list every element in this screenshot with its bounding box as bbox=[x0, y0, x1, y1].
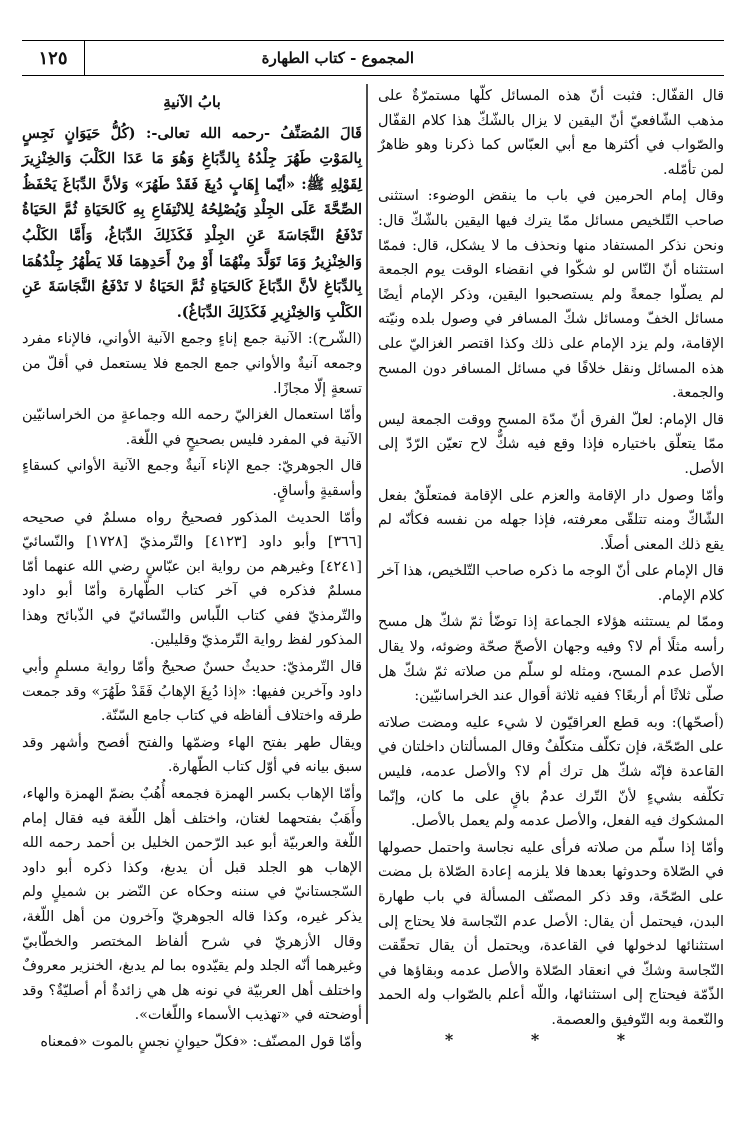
paragraph: وقال إمام الحرمين في باب ما ينقض الوضوء: استثنى صاحب التّلخيص مسائل ممّا يترك فيها اليقين بالشّكّ قال: ونحن نذكر المستفاد منها ونحذف ما لا يشكل، قال: فممّا استثناه أنّ النّاس لو شكّوا في انقضاء الوقت يوم الجمعة لم يصلّوا جمعةً ولم يستصحبوا اليقين، وذكر الإمام أيضًا مسائل الخفّ ومسائل شكّ المسافر في وصول بلده ونيّته الإقامة، ولم يزد الإمام على ذلك وكذا اقتصر الغزاليّ على هذه المسائل ونقل خلافًا في مسائل المسافر دون المسح والجمعة. bbox=[378, 188, 724, 402]
paragraph: قال القفّال: فثبت أنّ هذه المسائل كلّها مستمرّةٌ على مذهب الشّافعيّ أنّ اليقين لا يزال بالشّكّ هذا كلام القفّال والصّواب في أكثرها مع أبي العبّاس كما ذكرنا وهو ظاهرٌ لمن تأمّله. bbox=[378, 88, 724, 178]
paragraph: وأمّا إذا سلّم من صلاته فرأى عليه نجاسة واحتمل حصولها في الصّلاة وحدوثها بعدها فلا يلزمه إعادة الصّلاة بل مضت على الصّحّة، وقد ذكر المصنّف المسألة في باب طهارة البدن، فيحتمل أن يقال: الأصل عدم النّجاسة فلا يحتاج إلى استثنائها لدخولها في القاعدة، ويحتمل أن يقال تحقّقت النّجاسة وشكّ في انعقاد الصّلاة والأصل عدمه وبقاؤها في الذّمّة فيحتاج إلى استثنائها، واللّه أعلم بالصّواب وله الحمد والنّعمة وبه التّوفيق والعصمة. bbox=[378, 839, 724, 1028]
paragraph: وأمّا استعمال الغزاليّ رحمه الله وجماعةٍ من الخراسانيّين الآنية في المفرد فليس بصحيحٍ في اللّغة. bbox=[22, 407, 362, 448]
paragraph: وأمّا الإهاب بكسر الهمزة فجمعه أُهُبٌ بضمّ الهمزة والهاء، وأَهَبٌ بفتحهما لغتان، واختلف أهل اللّغة فيه فقال إمام اللّغة والعربيّة أبو عبد الرّحمن الخليل بن أحمد رحمه الله الإهاب هو الجلد قبل أن يدبغ، وكذا ذكره أبو داود السّجستانيّ في سننه وحكاه عن النّضر بن شميلٍ ولم يذكر غيره، وكذا قاله الجوهريّ وآخرون من أهل اللّغة، وقال الأزهريّ في شرح ألفاظ المختصر والخطّابيّ وغيرهما أنّه الجلد ولم يقيّدوه بما لم يدبغ، الخنزير معروفٌ واختلف أهل العربيّة في نونه هل هي زائدةٌ أم أصليّةٌ؟ وقد أوضحته في «تهذيب الأسماء واللّغات». bbox=[22, 786, 362, 1024]
running-title: المجموع - كتاب الطهارة bbox=[261, 49, 414, 67]
paragraph: وأمّا وصول دار الإقامة والعزم على الإقامة فمتعلّقٌ بفعل الشّاكّ ومنه تتلقّى معرفته، فإذا جهله من نفسه فكأنّه لم يقع ذلك المعنى أصلًا. bbox=[378, 487, 724, 553]
page-number: ١٢٥ bbox=[22, 41, 85, 75]
paragraph: وأمّا قول المصنّف: «فكلّ حيوانٍ نجسٍ بالموت «فمعناه bbox=[40, 1033, 362, 1050]
paragraph: قال التّرمذيّ: حديثٌ حسنٌ صحيحٌ وأمّا رواية مسلمٍ وأبي داود وآخرين ففيها: «إذا دُبِغَ الإهابُ فَقَدْ طَهُرَ» وقد جمعت طرقه واختلاف ألفاظه في كتاب جامع السّنّة. bbox=[22, 659, 362, 725]
matn-text: قَالَ المُصَنِّفُ -رحمه الله تعالى-: (كُلُّ حَيَوَانٍ نَجِسٍ بِالمَوْتِ طَهُرَ جِلْدُهُ بِالدِّبَاغِ وَهُوَ مَا عَدَا الكَلْبَ وَالخِنْزِيرَ لِقَوْلِهِ ﷺ: «أيّما إِهَابٍ دُبِغَ فَقَدْ طَهُرَ» وَلأنَّ الدِّبَاغَ يَحْفَظُ الصِّحَّةَ عَلَى الجِلْدِ وَيُصْلِحُهُ لِلانْتِفَاعِ بِهِ كَالحَيَاةِ ثُمَّ الحَيَاةُ تَدْفَعُ النَّجَاسَةَ عَنِ الجِلْدِ فَكَذَلِكَ الدِّبَاغُ، وَأَمَّا الكَلْبُ وَالخِنْزِيرُ وَمَا تَوَلَّدَ مِنْهُمَا أَوْ مِنْ أَحَدِهِمَا فَلا يَطْهُرُ جِلْدُهُمَا بِالدِّبَاغِ لأنَّ الدِّبَاغَ كَالحَيَاةِ ثُمَّ الحَيَاةُ لا تَدْفَعُ النَّجَاسَةَ عَنِ الكَلْبِ وَالخِنْزِيرِ فَكَذَلِكَ الدِّبَاغُ). bbox=[22, 124, 362, 321]
paragraph: (أصحّها): وبه قطع العراقيّون لا شيء عليه ومضت صلاته على الصّحّة، فإن تكلّف متكلّفٌ وقال المسألتان داخلتان في القاعدة فإنّه شكّ هل ترك أم لا؟ والأصل عدمه، فليس تكلّفه بشيءٍ لأنّ التّرك عدمٌ باقٍ على ما كان، وإنّما المشكوك فيه الفعل، والأصل عدمه ولم يعمل بالأصل. bbox=[378, 714, 724, 830]
paragraph: وأمّا الحديث المذكور فصحيحٌ رواه مسلمٌ في صحيحه [٣٦٦] وأبو داود [٤١٢٣] والتّرمذيّ [١٧٢٨] والنّسائيّ [٤٢٤١] وغيرهم من رواية ابن عبّاسٍ رضي الله عنهما أمّا مسلمٌ فذكره في آخر كتاب الطّهارة وأمّا أبو داود والتّرمذيّ ففي كتاب اللّباس والنّسائيّ في الذّبائح وهذا المذكور لفظ رواية التّرمذيّ وقليلين. bbox=[22, 509, 362, 649]
paragraph: ويقال طهر بفتح الهاء وضمّها والفتح أفصح وأشهر وقد سبق بيانه في أوّل كتاب الطّهارة. bbox=[22, 734, 362, 776]
paragraph: (الشّرح): الآنية جمع إناءٍ وجمع الآنية الأواني، فالإناء مفرد وجمعه آنيةٌ والأواني جمع الجمع فلا يستعمل في أقلّ من تسعةٍ إلّا مجازًا. bbox=[22, 331, 362, 397]
paragraph: قال الإمام على أنّ الوجه ما ذكره صاحب التّلخيص، هذا آخر كلام الإمام. bbox=[378, 563, 724, 604]
chapter-title: بابُ الآنيةِ bbox=[163, 93, 221, 111]
right-column bbox=[378, 84, 724, 1035]
section-end-stars: * * * bbox=[444, 1030, 662, 1049]
column-divider bbox=[366, 84, 368, 1024]
running-header bbox=[22, 40, 724, 76]
paragraph: قال الإمام: لعلّ الفرق أنّ مدّة المسح ووقت الجمعة ليس ممّا يتعلّق باختياره فإذا وقع فيه شكٌّ لاح تعيّن الرّدّ إلى الأصل. bbox=[378, 411, 724, 477]
left-column bbox=[22, 84, 362, 1057]
paragraph: قال الجوهريّ: جمع الإناء آنيةٌ وجمع الآنية الأواني كسقاءٍ وأسقيةٍ وأساقٍ. bbox=[22, 458, 362, 499]
paragraph: وممّا لم يستثنه هؤلاء الجماعة إذا توضّأ ثمّ شكّ هل مسح رأسه مثلًا أم لا؟ وفيه وجهان الأصحّ صحّة وضوئه، ولا يقال الأصل عدم المسح، ومثله لو سلّم من صلاته ثمّ شكّ هل صلّى ثلاثًا أم أربعًا؟ ففيه ثلاثة أقوال عند الخراسانيّين: bbox=[378, 614, 724, 705]
